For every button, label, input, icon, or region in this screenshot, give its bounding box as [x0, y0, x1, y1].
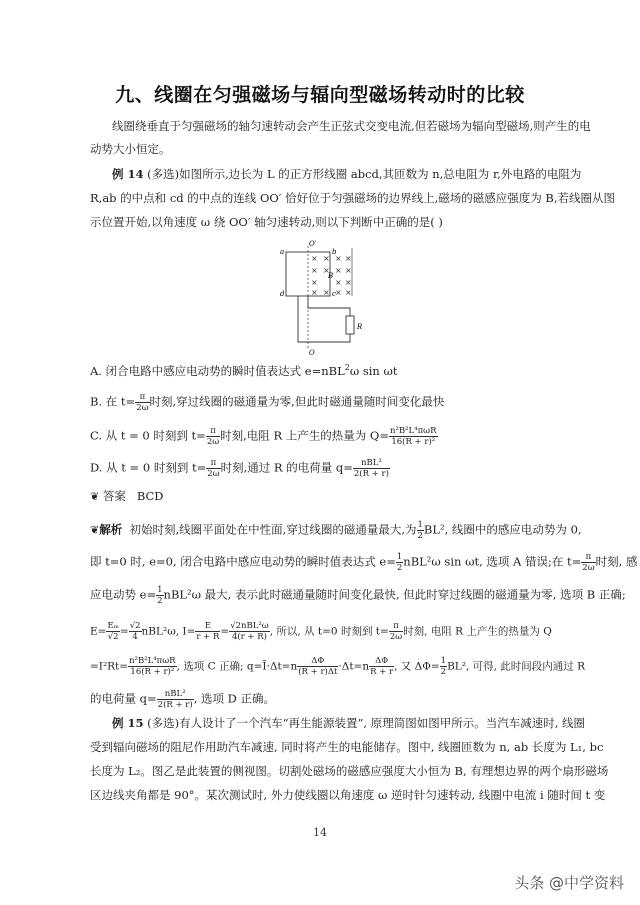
frac	[229, 621, 270, 642]
text: , 又 ΔΦ=	[394, 660, 440, 673]
frac	[389, 621, 403, 642]
example15-line-1	[112, 715, 585, 731]
option-d-pre: D. 从 t = 0 时刻到 t=	[90, 460, 207, 475]
frac-den: 4	[132, 632, 138, 642]
analysis-label: 解析	[99, 522, 123, 537]
option-c-pre: C. 从 t = 0 时刻到 t=	[90, 428, 206, 443]
label-o-top: O′	[309, 240, 317, 248]
frac-num: 1	[396, 552, 403, 562]
watermark: 头条 @中学资料	[514, 874, 624, 892]
frac-num: π	[581, 552, 595, 563]
frac-den: 2ω	[206, 437, 220, 447]
text: E=	[90, 625, 107, 638]
text: 即 t=0 时, e=0, 闭合电路中感应电动势的瞬时值表达式 e=	[90, 554, 396, 569]
field-cross: ×	[335, 254, 342, 263]
answer-line	[90, 488, 164, 504]
example14-label: 例 14	[112, 167, 144, 181]
label-c: c	[332, 290, 336, 298]
field-cross: ×	[311, 266, 318, 275]
frac-num: n²B²L⁴πωR	[390, 426, 437, 436]
text: =	[119, 625, 129, 638]
frac-den: 2	[396, 563, 403, 573]
frac-den: 2ω	[582, 563, 595, 573]
label-b: b	[332, 248, 337, 256]
frac-den: (R + r)Δt	[298, 667, 338, 677]
option-c	[90, 426, 438, 447]
analysis-marker-icon: ❦	[90, 523, 100, 537]
frac-num: π	[135, 392, 149, 403]
option-c-mid: 时刻,电阻 R 上产生的热量为 Q=	[220, 428, 389, 443]
frac-num: √2nBL²ω	[230, 621, 269, 631]
field-cross: ×	[323, 266, 330, 275]
frac	[157, 689, 194, 710]
example14-line-1	[112, 166, 581, 182]
label-a: a	[280, 248, 285, 256]
wire-bottom	[298, 296, 350, 342]
section-title: 九、线圈在匀强磁场与辐向型磁场转动时的比较	[115, 84, 525, 106]
option-b-tail: 时刻,穿过线圈的磁通量为零,但此时磁通量随时间变化最快	[149, 394, 445, 409]
frac-den: 2	[417, 531, 423, 541]
frac-num: nBL²	[353, 458, 390, 469]
option-b-frac	[135, 392, 149, 413]
example15-line-3: 长度为 L₂。图乙是此装置的侧视图。切割处磁场的磁感应强度大小恒为 B, 有理想边界的两个扇形磁场	[90, 764, 609, 778]
frac-den: 2ω	[136, 403, 149, 413]
option-c-frac-q	[389, 426, 438, 447]
text: 时刻, 电阻 R 上产生的热量为 Q	[403, 625, 552, 638]
analysis-line-2	[90, 552, 637, 573]
option-b-pre: B. 在 t=	[90, 394, 136, 409]
frac	[195, 621, 220, 642]
text: nBL²ω, I=	[141, 625, 196, 638]
text: ·Δt=n	[338, 660, 370, 673]
text: 初始时刻,线圈平面处在中性面,穿过线圈的磁通量最大,为	[129, 522, 417, 537]
example14-text-1: (多选)如图所示,边长为 L 的正方形线圈 abcd,其匝数为 n,总电阻为 r,外电路的电阻为	[147, 167, 582, 181]
option-a-tail: ω sin ωt	[349, 364, 398, 378]
label-r: R	[357, 323, 363, 331]
frac-num: π	[389, 621, 403, 632]
frac-den: 2	[157, 596, 163, 606]
analysis-line-5	[90, 656, 585, 677]
analysis-line-1	[90, 520, 582, 541]
frac-num: 1	[417, 520, 423, 530]
frac	[129, 621, 142, 642]
option-d-mid: 时刻,通过 R 的电荷量 q=	[220, 460, 353, 475]
field-cross: ×	[323, 254, 330, 263]
label-o-bottom: O	[309, 349, 315, 356]
frac-num: 1	[157, 585, 163, 595]
option-b	[90, 392, 444, 413]
text: nBL²ω sin ωt, 选项 A 错误;在 t=	[403, 554, 582, 569]
example15-line-2: 受到辐向磁场的阻尼作用助汽车减速, 同时将产生的电能储存。图中, 线圈匝数为 n, ab 长度为 L₁, bc	[90, 740, 604, 754]
intro-line-2: 动势大小恒定。	[90, 142, 171, 156]
resistor-symbol	[346, 316, 354, 334]
example14-line-2: R,ab 的中点和 cd 的中点的连线 OO′ 恰好位于匀强磁场的边界线上,磁场的磁感应强度为 B,若线圈从图	[90, 191, 615, 205]
frac	[369, 656, 394, 677]
frac-num: √2	[129, 621, 141, 631]
text: nBL²ω 最大, 表示此时磁通量随时间变化最快, 但此时穿过线圈的磁通量为零, 选项 B 正确;	[163, 587, 626, 602]
field-cross: ×	[335, 266, 342, 275]
field-cross: ×	[345, 266, 352, 275]
frac	[581, 552, 595, 573]
analysis-line-4	[90, 621, 552, 642]
field-cross: ×	[345, 254, 352, 263]
text: =	[220, 625, 230, 638]
frac-num: Eₘ	[107, 621, 119, 631]
option-a-sup: 2	[344, 363, 350, 372]
text: 应电动势 e=	[90, 587, 157, 602]
field-cross: ×	[311, 254, 318, 263]
option-a	[90, 363, 398, 379]
field-cross: ×	[345, 278, 352, 287]
frac	[156, 585, 163, 606]
answer-marker-icon: ❦	[90, 490, 100, 503]
example14-line-3: 示位置开始,以角速度 ω 绕 OO′ 轴匀速转动,则以下判断中正确的是( )	[90, 215, 443, 229]
answer-label: 答案	[102, 489, 126, 503]
option-d	[90, 458, 390, 479]
frac-num: nBL²	[157, 689, 194, 700]
label-b-field: B	[328, 272, 334, 280]
frac-den: 2ω	[207, 469, 220, 479]
label-d: d	[280, 290, 285, 298]
field-cross: ×	[345, 288, 352, 297]
answer-value: BCD	[136, 489, 164, 503]
frac-den: 2(R + r)	[353, 469, 389, 479]
frac-den: 16(R + r)²	[130, 667, 175, 677]
page-number: 14	[313, 826, 327, 839]
analysis-line-6	[90, 689, 275, 710]
frac	[297, 656, 338, 677]
text: , 选项 D 正确。	[193, 691, 276, 706]
field-cross: ×	[311, 278, 318, 287]
frac-num: n²B²L⁴πωR	[129, 656, 176, 666]
option-c-frac-t	[206, 426, 220, 447]
frac	[417, 520, 424, 541]
frac-den: R + r	[370, 667, 394, 677]
analysis-line-3	[90, 585, 626, 606]
frac-den: 16(R + r)²	[391, 437, 436, 447]
frac-num: ΔΦ	[297, 656, 338, 667]
field-cross: ×	[335, 278, 342, 287]
text: 时刻, 感	[595, 554, 638, 569]
frac-den: r + R	[196, 632, 220, 642]
frac-den: 2ω	[389, 632, 403, 642]
circuit-figure	[278, 238, 368, 356]
intro-line-1: 线圈绕垂直于匀强磁场的轴匀速转动会产生正弦式交变电流,但若磁场为辐向型磁场,则产生的电	[112, 119, 591, 133]
field-cross: ×	[311, 288, 318, 297]
frac	[128, 656, 177, 677]
text: , 选项 C 正确; q=Ī·Δt=n	[176, 660, 298, 673]
text: BL², 线圈中的感应电动势为 0,	[423, 522, 582, 537]
example15-line-4: 区边线夹角都是 90°。某次测试时, 外力使线圈以角速度 ω 逆时针匀速转动, 线圈中电流 i 随时间 t 变	[90, 788, 606, 802]
example15-text-1: (多选)有人设计了一个汽车“再生能源装置”, 原理简图如图甲所示。当汽车减速时, 线圈	[147, 716, 586, 730]
text: , 所以, 从 t=0 时刻到 t=	[269, 625, 389, 638]
option-d-frac-q	[353, 458, 390, 479]
frac-num: ΔΦ	[369, 656, 394, 667]
frac-num: π	[206, 458, 220, 469]
frac	[440, 656, 447, 677]
frac-num: E	[195, 621, 220, 632]
text: BL², 可得, 此时间段内通过 R	[447, 660, 586, 673]
text: 的电荷量 q=	[90, 691, 157, 706]
frac-den: 2(R + r)	[157, 700, 193, 710]
option-d-frac-t	[206, 458, 220, 479]
field-cross: ×	[323, 288, 330, 297]
option-a-text: A. 闭合电路中感应电动势的瞬时值表达式 e=nBL	[90, 364, 345, 378]
frac-num: π	[206, 426, 220, 437]
text: =I²Rt=	[90, 660, 129, 673]
example15-label: 例 15	[112, 716, 144, 730]
wire-top	[308, 296, 350, 316]
frac-den: 2	[440, 667, 447, 677]
frac	[106, 621, 119, 642]
frac-den: 4(r + R)	[231, 632, 267, 642]
frac-num: 1	[440, 656, 447, 666]
field-cross: ×	[335, 288, 342, 297]
frac-den: √2	[107, 632, 119, 642]
